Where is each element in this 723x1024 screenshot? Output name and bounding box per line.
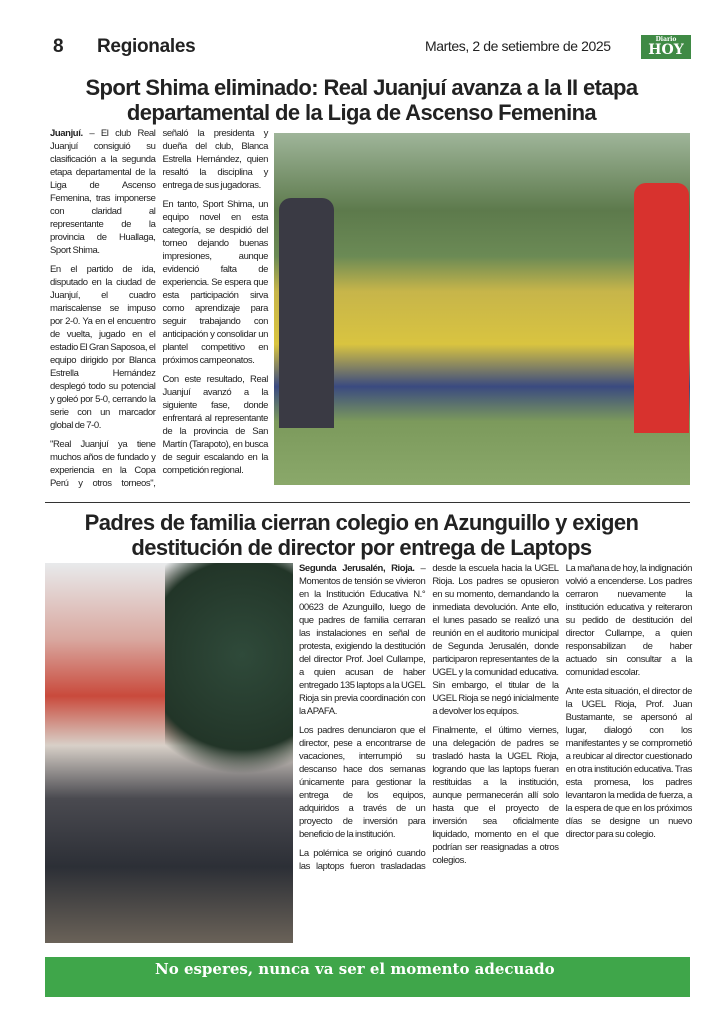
footer-banner: No esperes, nunca va ser el momento adecuado xyxy=(45,957,690,997)
section-title: Regionales xyxy=(97,36,196,57)
article1-dateline: Juanjuí. xyxy=(50,128,83,139)
logo-big-text: HOY xyxy=(648,42,684,58)
article2-dateline: Segunda Jerusalén, Rioja. xyxy=(299,563,415,574)
article1-body xyxy=(50,127,268,490)
paragraph: – Momentos de tensión se vivieron en la Institución Educativa N.° 00623 de Azunguillo, luego de que padres de familia cerraran las instalaciones en señal de protesta, exigiendo la destitución del director Prof. Joel Cullampe, a quien acusan de haber entregado 135 laptops a la UGEL Rioja sin previa coordinación con la APAFA. xyxy=(299,563,426,717)
paragraph: La mañana de hoy, la indignación volvió a encenderse. Los padres cerraron nuevamente la institución educativa y reiteraron su pedido de destitución del director Cullampe, a quien responsabilizan de haber actuado sin consultar a la comunidad escolar. xyxy=(565,563,692,678)
page-number: 8 xyxy=(53,36,64,57)
article1-headline: Sport Shima eliminado: Real Juanjuí avanza a la II etapa departamental de la Liga de Ascenso Femenina xyxy=(85,75,638,125)
paragraph: "Real Juanjuí ya tiene muchos años de fundado y experiencia en la Copa Perú y otros torneos", señaló la presidenta y dueña del club, Blanca Estrella Hernández, quien resaltó la disciplina y entrega de sus jugadoras. xyxy=(50,128,268,489)
paragraph: La polémica se originó cuando las laptops fueron trasladadas desde la escuela hacia la UGEL Rioja. Los padres se opusieron en su momento, demandando la inmediata devolución. Ante ello, el lunes pasado se realizó una reunión en el auditorio municipal de Segunda Jerusalén, donde participaron representantes de la UGEL y la comunidad educativa. Sin embargo, el titular de la UGEL Rioja se negó inicialmente a devolver los equipos. xyxy=(299,563,559,872)
coach-figure xyxy=(634,183,689,433)
paragraph: Ante esta situación, el director de la UGEL Rioja, Prof. Juan Bustamante, se apersonó al lugar, dialogó con los manifestantes y se comprometió a reubicar al director cuestionado en otra institución educativa. Tras esta promesa, los padres levantaron la medida de fuerza, a la espera de que en los próximos días se designe un nuevo director para su colegio. xyxy=(565,686,692,840)
paragraph: Finalmente, el último viernes, una delegación de padres se trasladó hasta la UGEL Rioja, logrando que las laptops fueran restituidas a la institución, aunque permanecerán allí solo hasta que el proyecto de inversión sea oficialmente liquidado, momento en el que podrían ser reasignadas a otros colegios. xyxy=(432,725,559,866)
coach-figure xyxy=(279,198,334,428)
paragraph: Los padres denunciaron que el director, pese a encontrarse de vacaciones, interrumpió su descanso hace dos semanas únicamente para gestionar la entrega de los equipos, adquiridos a través de un proyecto de inversión para beneficio de la institución. xyxy=(299,725,426,840)
logo-small-text: Diario xyxy=(655,36,677,43)
paragraph: – El club Real Juanjuí consiguió su clasificación a la segunda etapa departamental de la Liga de Ascenso Femenina, tras imponerse con claridad al representante de la provincia de Huallaga, Sport Shima. xyxy=(50,128,156,256)
diario-hoy-logo xyxy=(641,35,691,59)
tree-figure xyxy=(165,563,293,793)
team-photo xyxy=(274,133,690,485)
section-divider xyxy=(45,502,690,503)
paragraph: En el partido de ida, disputado en la ciudad de Juanjuí, el cuadro mariscalense se impuso por 2-0. Ya en el encuentro de vuelta, jugado en el estadio El Gran Saposoa, el equipo dirigido por Blanca Estrella Hernández desplegó todo su potencial y goleó por 5-0, cerrando la serie con un marcador global de 7-0. xyxy=(50,264,156,431)
paragraph: Con este resultado, Real Juanjuí avanzó a la siguiente fase, donde enfrentará al representante de la provincia de San Martín (Tarapoto), en busca de seguir escalando en la competición regional. xyxy=(162,374,268,476)
paragraph: En tanto, Sport Shima, un equipo novel en esta categoría, se despidió del torneo dejando buenas impresiones, aunque evidenció falta de experiencia. Se espera que esta participación sirva como aprendizaje para seguir trabajando con anticipación y consolidar un plantel competitivo en próximos campeonatos. xyxy=(162,199,268,366)
article2-body xyxy=(299,562,692,873)
article2-headline: Padres de familia cierran colegio en Azunguillo y exigen destitución de director por entrega de Laptops xyxy=(84,510,639,560)
issue-date: Martes, 2 de setiembre de 2025 xyxy=(425,38,611,54)
protest-photo xyxy=(45,563,293,943)
